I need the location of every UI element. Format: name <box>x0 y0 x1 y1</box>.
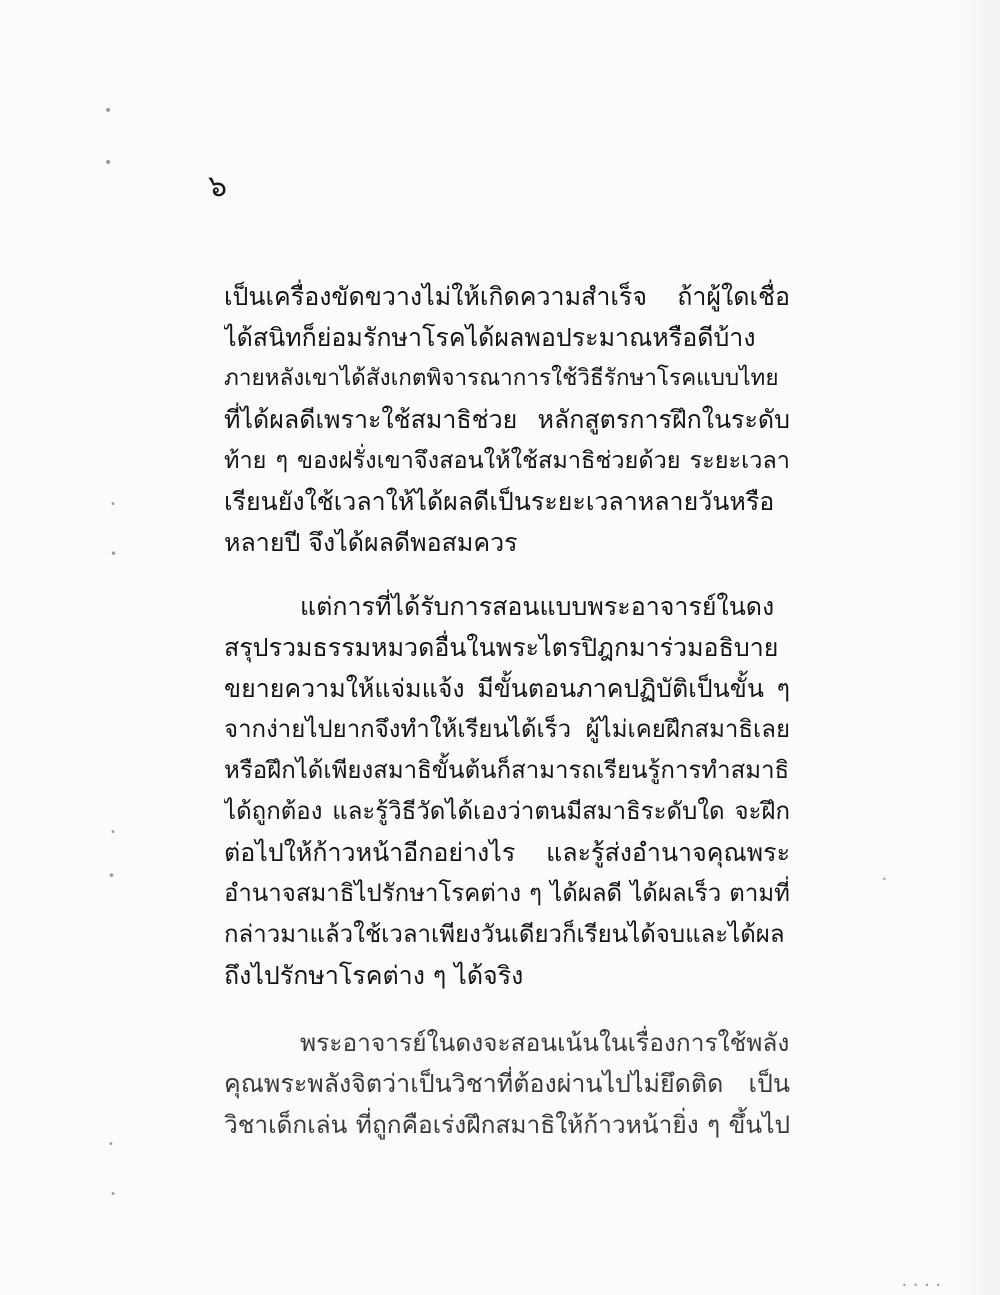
text-line: พระอาจารย์ในดงจะสอนเน้นในเรื่องการใช้พลัง <box>300 1028 790 1057</box>
text-line: คุณพระพลังจิตว่าเป็นวิชาที่ต้องผ่านไปไม่ยึดติด เป็น <box>224 1069 790 1098</box>
scan-speck: • <box>108 869 116 883</box>
text-line: ท้าย ๆ ของฝรั่งเขาจึงสอนให้ใช้สมาธิช่วยด้วย ระยะเวลา <box>224 446 790 474</box>
text-line: ขยายความให้แจ่มแจ้ง มีขั้นตอนภาคปฏิบัติเป็นขั้น ๆ <box>224 674 790 703</box>
scan-speck: • • • • <box>902 1281 943 1290</box>
text-line: หรือฝึกได้เพียงสมาธิขั้นต้นก็สามารถเรียนรู้การทำสมาธิ <box>224 756 790 784</box>
scan-speck: • <box>110 499 116 510</box>
text-line: เป็นเครื่องขัดขวางไม่ให้เกิดความสำเร็จ ถ้าผู้ใดเชื่อ <box>224 282 790 311</box>
scan-speck: • <box>104 103 113 119</box>
scan-speck: • <box>110 1189 116 1200</box>
paragraph-1 <box>224 276 790 563</box>
text-line: สรุปรวมธรรมหมวดอื่นในพระไตรปิฎกมาร่วมอธิบาย <box>224 633 779 662</box>
text-line: ที่ได้ผลดีเพราะใช้สมาธิช่วย หลักสูตรการฝึกในระดับ <box>224 405 790 434</box>
scan-speck: • <box>882 875 887 884</box>
text-line: ภายหลังเขาได้สังเกตพิจารณาการใช้วิธีรักษาโรคแบบไทย <box>224 365 779 391</box>
scan-speck: • <box>108 1139 114 1150</box>
text-line: ได้สนิทก็ย่อมรักษาโรคได้ผลพอประมาณหรือดีบ้าง <box>224 323 756 352</box>
text-line: หลายปี จึงได้ผลดีพอสมควร <box>224 528 518 557</box>
text-line: ได้ถูกต้อง และรู้วิธีวัดได้เองว่าตนมีสมาธิระดับใด จะฝึก <box>224 797 790 825</box>
text-line: กล่าวมาแล้วใช้เวลาเพียงวันเดียวก็เรียนได้จบและได้ผล <box>224 920 785 948</box>
page-number: ๖ <box>208 169 228 204</box>
text-line: แต่การที่ได้รับการสอนแบบพระอาจารย์ในดง <box>300 592 775 621</box>
scan-speck: • <box>110 827 116 838</box>
text-line: วิชาเด็กเล่น ที่ถูกคือเร่งฝึกสมาธิให้ก้าวหน้ายิ่ง ๆ ขึ้นไป <box>224 1110 790 1139</box>
text-line: ต่อไปให้ก้าวหน้าอีกอย่างไร และรู้ส่งอำนาจคุณพระ <box>224 838 790 867</box>
paragraph-2 <box>224 586 790 996</box>
scan-speck: • <box>104 155 113 171</box>
text-line: ถึงไปรักษาโรคต่าง ๆ ได้จริง <box>224 961 524 990</box>
text-line: จากง่ายไปยากจึงทำให้เรียนได้เร็ว ผู้ไม่เคยฝึกสมาธิเลย <box>224 715 790 743</box>
scan-speck: • <box>110 547 118 561</box>
paragraph-3 <box>224 1022 790 1145</box>
text-line: อำนาจสมาธิไปรักษาโรคต่าง ๆ ได้ผลดี ได้ผลเร็ว ตามที่ <box>224 879 790 907</box>
text-line: เรียนยังใช้เวลาให้ได้ผลดีเป็นระยะเวลาหลายวันหรือ <box>224 487 775 516</box>
scan-edge-shade <box>958 0 1000 1295</box>
